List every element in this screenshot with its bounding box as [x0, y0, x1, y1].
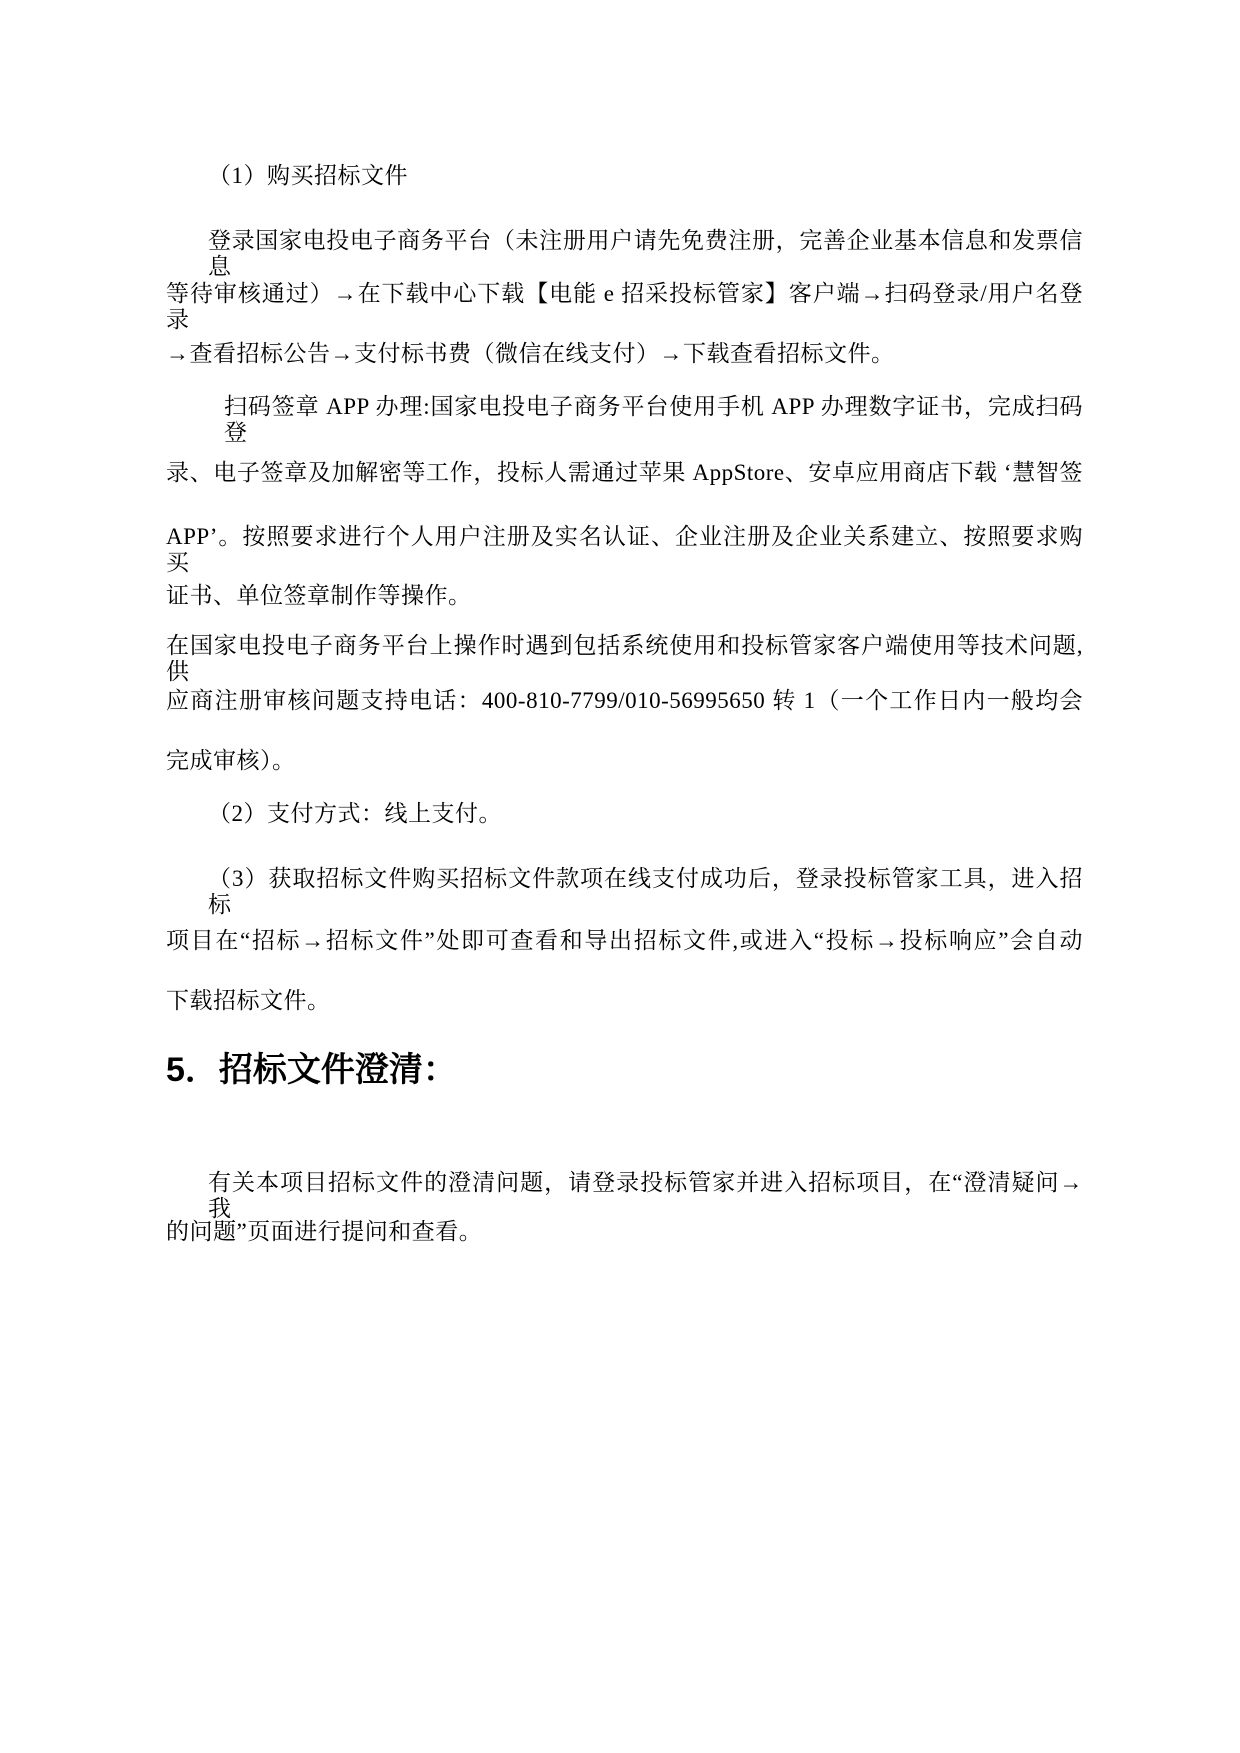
paragraph-line: 扫码签章 APP 办理:国家电投电子商务平台使用手机 APP 办理数字证书，完成扫码登 — [224, 394, 1083, 446]
paragraph-line: 登录国家电投电子商务平台（未注册用户请先免费注册，完善企业基本信息和发票信息 — [208, 228, 1083, 280]
paragraph-line: 的问题”页面进行提问和查看。 — [166, 1219, 483, 1244]
paragraph-line: APP’。按照要求进行个人用户注册及实名认证、企业注册及企业关系建立、按照要求购买 — [166, 524, 1083, 576]
paragraph-line: 完成审核）。 — [166, 748, 296, 773]
paragraph-line: 在国家电投电子商务平台上操作时遇到包括系统使用和投标管家客户端使用等技术问题,供 — [166, 633, 1083, 685]
paragraph-line: 下载招标文件。 — [166, 988, 331, 1013]
paragraph-line: →查看招标公告→支付标书费（微信在线支付）→下载查看招标文件。 — [166, 341, 895, 366]
section-heading: 5．招标文件澄清： — [166, 1051, 457, 1089]
paragraph-line: 证书、单位签章制作等操作。 — [166, 583, 472, 608]
paragraph-line: 项目在“招标→招标文件”处即可查看和导出招标文件,或进入“投标→投标响应”会自动 — [166, 928, 1083, 953]
paragraph-line support-phone-line: 应商注册审核问题支持电话：400-810-7799/010-56995650 转 1（一个工作日内一般均会 — [166, 688, 1083, 713]
paragraph-line: （3）获取招标文件购买招标文件款项在线支付成功后，登录投标管家工具，进入招标 — [208, 866, 1083, 918]
paragraph-line: 等待审核通过）→在下载中心下载【电能 e 招采投标管家】客户端→扫码登录/用户名登录 — [166, 281, 1083, 333]
paragraph-line: （2）支付方式：线上支付。 — [208, 801, 502, 826]
paragraph-line: （1）购买招标文件 — [208, 163, 408, 188]
paragraph-line: 有关本项目招标文件的澄清问题，请登录投标管家并进入招标项目，在“澄清疑问→我 — [208, 1170, 1083, 1222]
paragraph-line: 录、电子签章及加解密等工作，投标人需通过苹果 AppStore、安卓应用商店下载 ‘慧智签 — [166, 460, 1083, 485]
